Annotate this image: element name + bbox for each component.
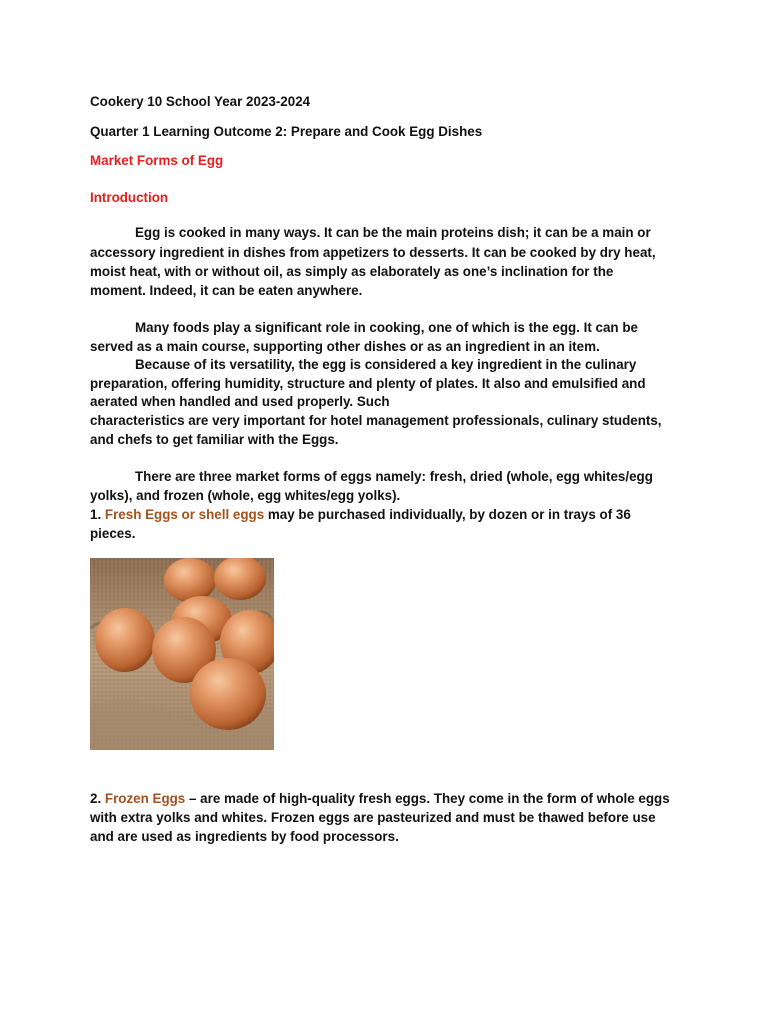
document-page [90,0,690,1024]
fresh-eggs-description: may be purchased individually, by dozen or in trays of 36 [267,507,631,522]
frozen-eggs-term: Frozen Eggs [104,791,186,806]
paragraph-1-line: Egg is cooked in many ways. It can be the main proteins dish; it can be a main or [135,225,651,240]
paragraph-2-line: and chefs to get familiar with the Eggs. [90,432,339,447]
frozen-eggs-description-cont: and are used as ingredients by food processors. [90,829,399,844]
paragraph-1-line: moist heat, with or without oil, as simply as elaborately as one’s inclination for the [90,264,614,279]
paragraph-1-line: accessory ingredient in dishes from appetizers to desserts. It can be cooked by dry heat, [90,245,656,260]
section-heading: Market Forms of Egg [90,153,224,168]
document-title: Cookery 10 School Year 2023-2024 [90,94,311,109]
frozen-eggs-description: – are made of high-quality fresh eggs. They come in the form of whole eggs [189,791,670,806]
fresh-eggs-term: Fresh Eggs or shell eggs [104,507,265,522]
paragraph-2-line: Because of its versatility, the egg is considered a key ingredient in the culinary [135,357,637,372]
paragraph-2-line: aerated when handled and used properly. Such [90,394,390,409]
paragraph-3-line: There are three market forms of eggs namely: fresh, dried (whole, egg whites/egg [135,469,653,484]
paragraph-2-line: served as a main course, supporting other dishes or as an ingredient in an item. [90,339,600,354]
document-subtitle: Quarter 1 Learning Outcome 2: Prepare and Cook Egg Dishes [90,124,483,139]
intro-heading: Introduction [90,190,169,205]
fresh-eggs-description-cont: pieces. [90,526,136,541]
paragraph-3-line: yolks), and frozen (whole, egg whites/egg yolks). [90,488,401,503]
paragraph-2-line: characteristics are very important for hotel management professionals, culinary students, [90,413,662,428]
fresh-eggs-item [90,506,631,524]
item-number: 1. [90,507,102,522]
paragraph-2-line: preparation, offering humidity, structure and plenty of plates. It also and emulsified and [90,376,646,391]
item-number: 2. [90,791,102,806]
eggs-on-burlap-photo [90,558,274,750]
frozen-eggs-item [90,790,670,808]
frozen-eggs-description-cont: with extra yolks and whites. Frozen eggs are pasteurized and must be thawed before use [90,810,656,825]
paragraph-2-line: Many foods play a significant role in cooking, one of which is the egg. It can be [135,320,638,335]
paragraph-1-line: moment. Indeed, it can be eaten anywhere. [90,283,363,298]
